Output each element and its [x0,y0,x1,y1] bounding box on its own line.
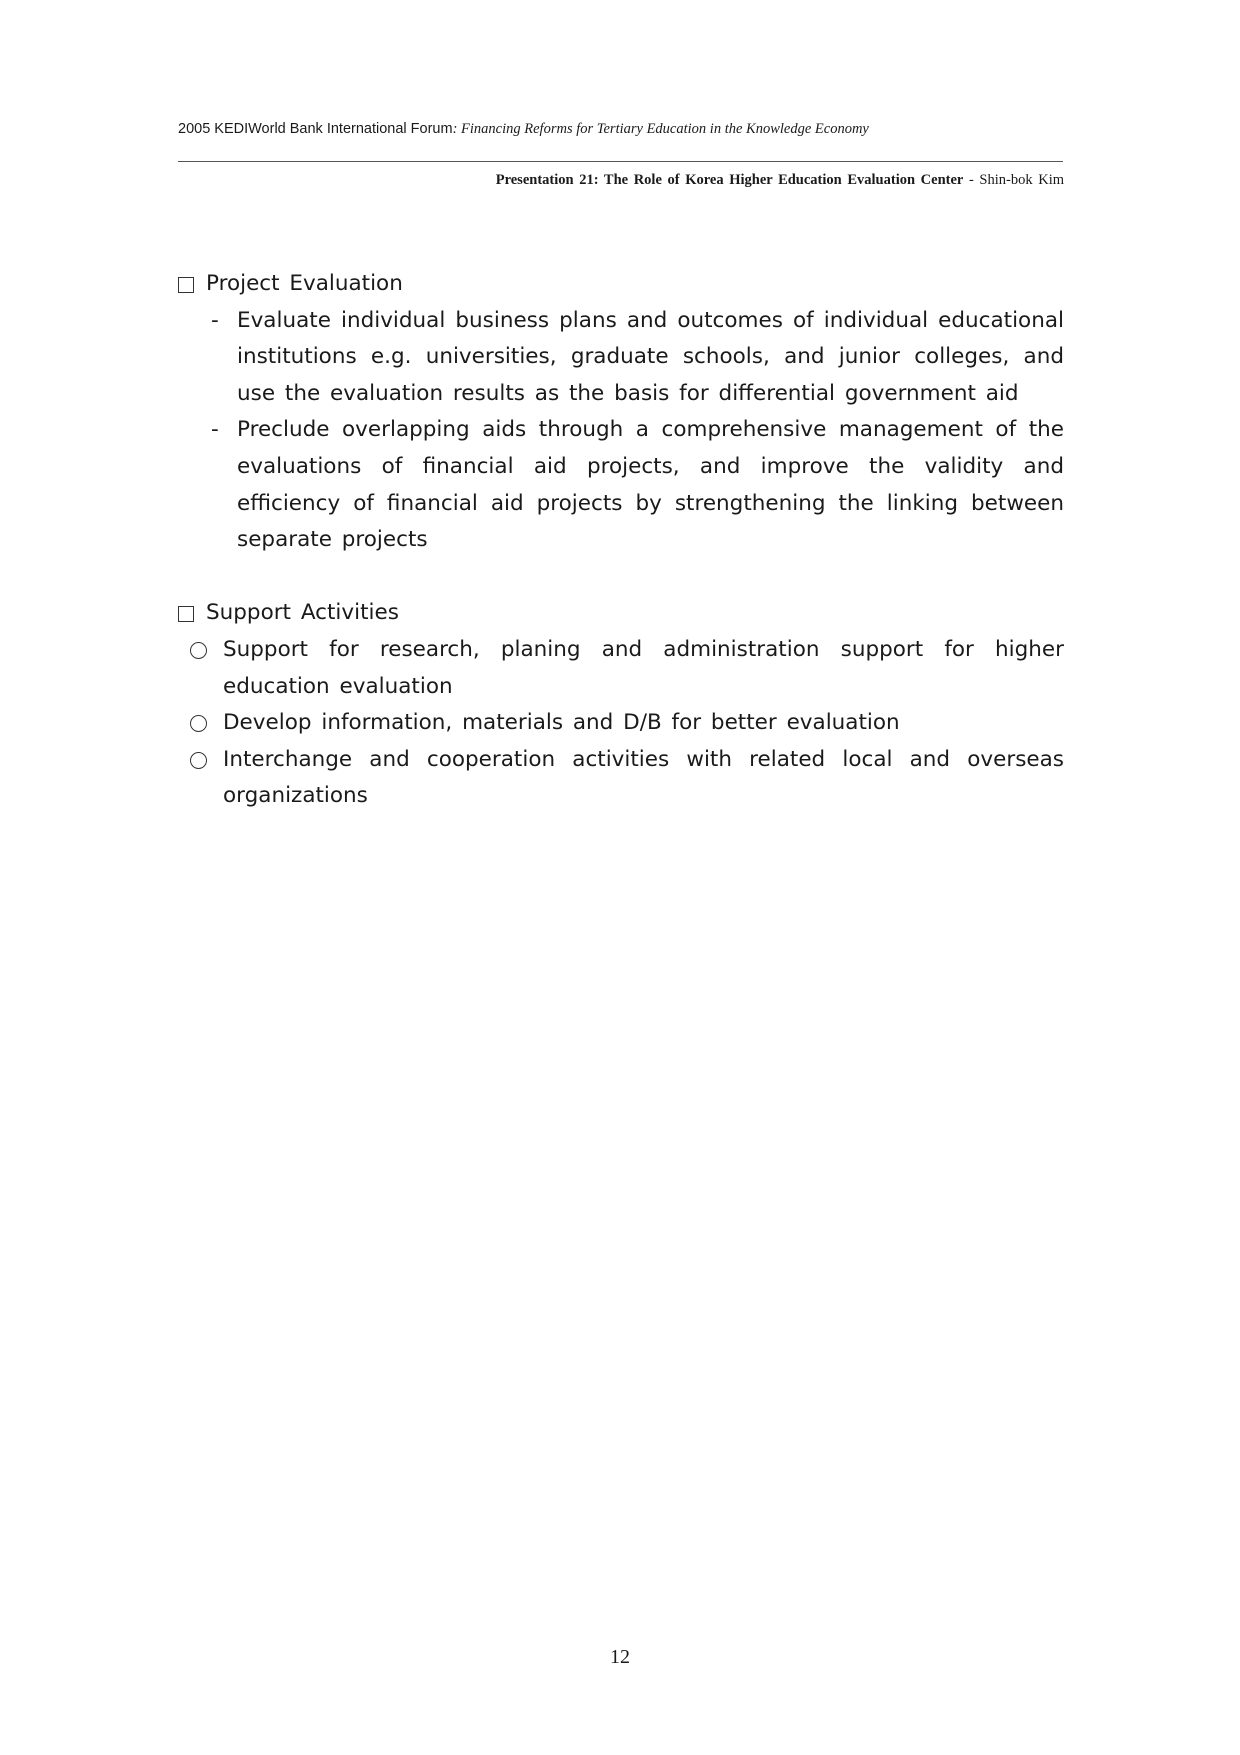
running-header-forum [178,121,1078,138]
dash-bullet-icon: - [211,417,219,443]
circle-bullet-icon [190,642,207,659]
list-item-text: Evaluate individual business plans and outcomes of individual educational institutions e.g. universities, graduate schools, and junior colleges, and use the evaluation results as the basis for differential government aid [237,307,1064,406]
list-item [190,632,1064,705]
list-item [211,303,1064,413]
running-header-presentation [496,172,1064,189]
square-bullet-icon [178,277,194,293]
list-item-text: Interchange and cooperation activities with related local and overseas organizations [223,746,1064,809]
list-item-text: Preclude overlapping aids through a comprehensive management of the evaluations of financial aid projects, and improve the validity and efficiency of financial aid projects by strengthening the linking between separate projects [237,417,1064,553]
presentation-title: Presentation 21: The Role of Korea Higher Education Evaluation Center [495,172,964,188]
list-item [190,705,1064,742]
section-heading-project-evaluation [178,266,1064,303]
header-divider [178,161,1063,162]
presentation-author: - Shin-bok Kim [963,172,1064,188]
list-item-text: Support for research, planing and administration support for higher education evaluation [223,636,1064,699]
list-item [211,412,1064,558]
page-body [178,266,1064,815]
section-heading-text: Support Activities [206,600,399,626]
dash-bullet-icon: - [211,307,219,333]
circle-bullet-icon [190,715,207,732]
page-number: 12 [610,1646,630,1668]
section-heading-text: Project Evaluation [206,271,403,296]
list-item [190,742,1064,815]
forum-title: : Financing Reforms for Tertiary Education in the Knowledge Economy [452,121,869,137]
square-bullet-icon [178,606,194,622]
forum-name: 2005 KEDIWorld Bank International Forum [178,121,453,137]
section-heading-support-activities [178,595,1064,632]
circle-bullet-icon [190,752,207,769]
section-spacer [178,559,1064,596]
list-item-text: Develop information, materials and D/B for better evaluation [223,710,900,736]
